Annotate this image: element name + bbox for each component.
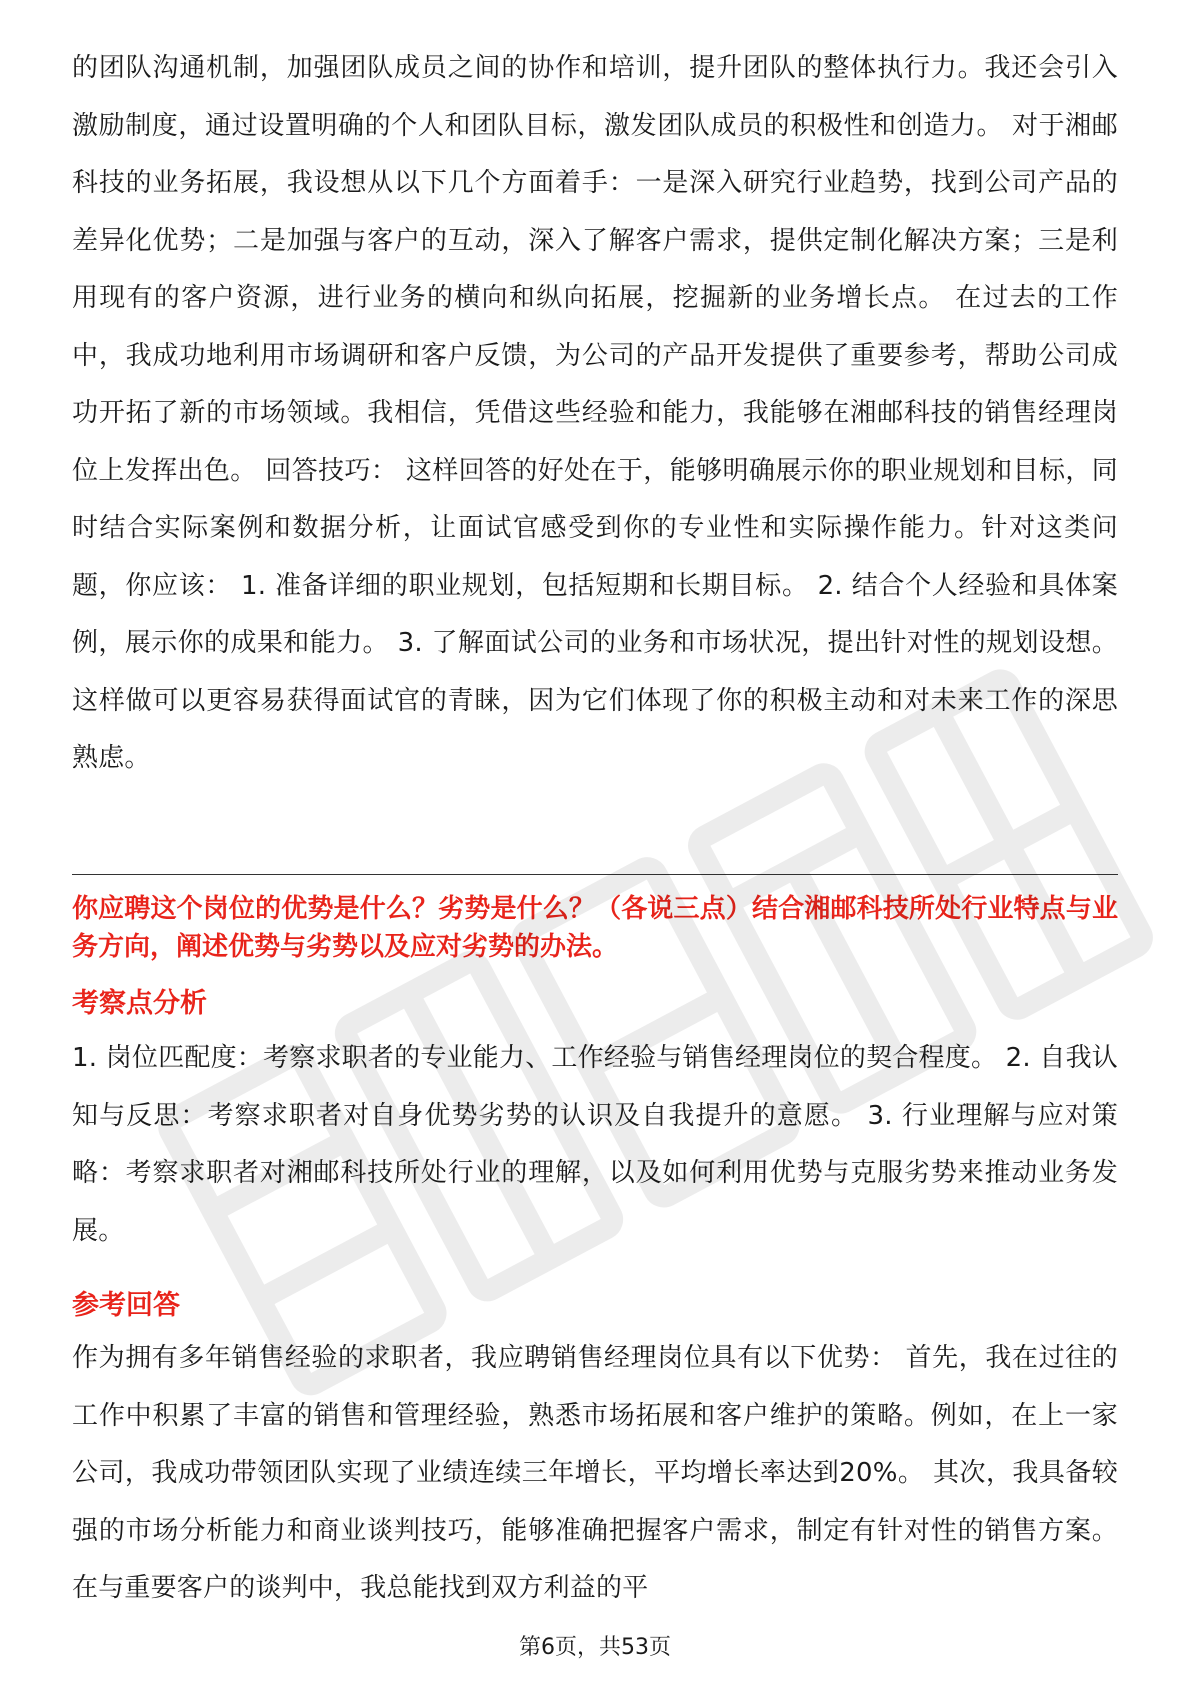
intro-paragraph: 的团队沟通机制，加强团队成员之间的协作和培训，提升团队的整体执行力。我还会引入激励制度，通过设置明确的个人和团队目标，激发团队成员的积极性和创造力。 对于湘邮科技的业务拓展，我设想从以下几个方面着手：一是深入研究行业趋势，找到公司产品的差异化优势；二是加强与客户的互动，深入了解客户需求，提供定制化解决方案；三是利用现有的客户资源，进行业务的横向和纵向拓展，挖掘新的业务增长点。 在过去的工作中，我成功地利用市场调研和客户反馈，为公司的产品开发提供了重要参考，帮助公司成功开拓了新的市场领域。我相信，凭借这些经验和能力，我能够在湘邮科技的销售经理岗位上发挥出色。 回答技巧： 这样回答的好处在于，能够明确展示你的职业规划和目标，同时结合实际案例和数据分析，让面试官感受到你的专业性和实际操作能力。针对这类问题，你应该： 1. 准备详细的职业规划，包括短期和长期目标。 2. 结合个人经验和具体案例，展示你的成果和能力。 3. 了解面试公司的业务和市场状况，提出针对性的规划设想。 这样做可以更容易获得面试官的青睐，因为它们体现了你的积极主动和对未来工作的深思熟虑。 (72, 53, 1118, 773)
section-divider (72, 874, 1118, 875)
analysis-paragraph: 1. 岗位匹配度：考察求职者的专业能力、工作经验与销售经理岗位的契合程度。 2. 自我认知与反思：考察求职者对自身优势劣势的认识及自我提升的意愿。 3. 行业理解与应对策略：考察求职者对湘邮科技所处行业的理解，以及如何利用优势与克服劣势来推动业务发展。 (72, 1043, 1118, 1246)
interview-question: 你应聘这个岗位的优势是什么？劣势是什么？（各说三点）结合湘邮科技所处行业特点与业务方向，阐述优势与劣势以及应对劣势的办法。 (72, 894, 1118, 962)
page-footer: 第6页，共53页 (519, 1635, 671, 1660)
answer-heading: 参考回答 (72, 1290, 180, 1321)
analysis-heading: 考察点分析 (72, 988, 207, 1019)
answer-paragraph: 作为拥有多年销售经验的求职者，我应聘销售经理岗位具有以下优势： 首先，我在过往的工作中积累了丰富的销售和管理经验，熟悉市场拓展和客户维护的策略。例如，在上一家公司，我成功带领团队实现了业绩连续三年增长，平均增长率达到20%。 其次，我具备较强的市场分析能力和商业谈判技巧，能够准确把握客户需求，制定有针对性的销售方案。在与重要客户的谈判中，我总能找到双方利益的平 (72, 1343, 1118, 1603)
